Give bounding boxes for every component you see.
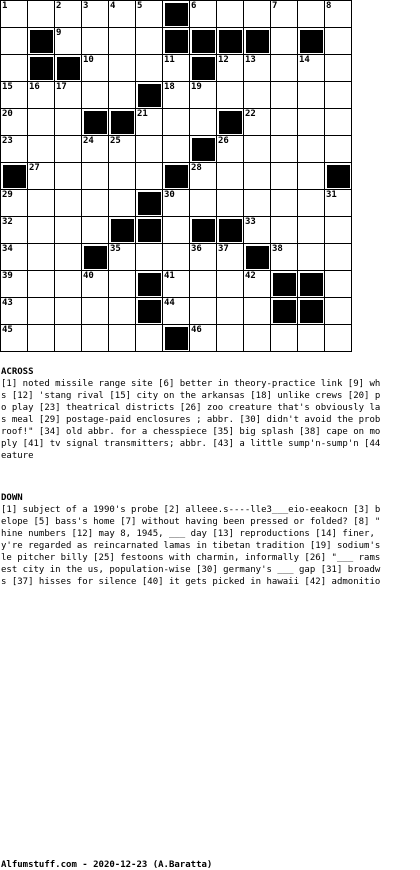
- grid-cell[interactable]: [136, 244, 163, 271]
- grid-cell[interactable]: [163, 55, 190, 82]
- grid-cell[interactable]: [28, 109, 55, 136]
- grid-cell[interactable]: [325, 1, 352, 28]
- grid-cell[interactable]: [55, 1, 82, 28]
- clue-number: 42: [245, 271, 256, 281]
- grid-cell[interactable]: [244, 82, 271, 109]
- grid-cell[interactable]: [1, 271, 28, 298]
- grid-cell[interactable]: [82, 163, 109, 190]
- clue-number: 20: [2, 109, 13, 119]
- grid-cell[interactable]: [163, 136, 190, 163]
- black-square: [190, 28, 217, 55]
- grid-cell[interactable]: [109, 1, 136, 28]
- clue-number: 3: [83, 1, 89, 11]
- clue-number: 40: [83, 271, 94, 281]
- grid-cell[interactable]: [325, 55, 352, 82]
- grid-cell[interactable]: [271, 190, 298, 217]
- grid-cell[interactable]: [298, 109, 325, 136]
- clue-number: 43: [2, 298, 13, 308]
- grid-cell[interactable]: [298, 1, 325, 28]
- grid-cell[interactable]: [28, 190, 55, 217]
- clue-number: 18: [164, 82, 175, 92]
- grid-cell[interactable]: [82, 136, 109, 163]
- grid-cell[interactable]: [109, 82, 136, 109]
- grid-cell[interactable]: [298, 163, 325, 190]
- clue-number: 36: [191, 244, 202, 254]
- clue-number: 45: [2, 325, 13, 335]
- grid-cell[interactable]: [1, 217, 28, 244]
- grid-cell[interactable]: [271, 55, 298, 82]
- grid-cell[interactable]: [190, 1, 217, 28]
- grid-cell[interactable]: [109, 55, 136, 82]
- grid-cell[interactable]: [325, 217, 352, 244]
- clue-number: 4: [110, 1, 116, 11]
- black-square: [28, 55, 55, 82]
- black-square: [190, 136, 217, 163]
- grid-cell[interactable]: [244, 217, 271, 244]
- grid-cell[interactable]: [271, 217, 298, 244]
- grid-cell[interactable]: [217, 271, 244, 298]
- grid-cell[interactable]: [298, 217, 325, 244]
- across-clue-line: roof!" [34] old abbr. for a chesspiece [35] big splash [38] cape on mo: [1, 427, 381, 437]
- grid-cell[interactable]: [271, 136, 298, 163]
- grid-cell[interactable]: [109, 190, 136, 217]
- grid-cell[interactable]: [325, 109, 352, 136]
- grid-cell[interactable]: [217, 163, 244, 190]
- black-square: [136, 217, 163, 244]
- grid-cell[interactable]: [244, 136, 271, 163]
- grid-cell[interactable]: [1, 28, 28, 55]
- black-square: [190, 55, 217, 82]
- grid-cell[interactable]: [136, 28, 163, 55]
- grid-cell[interactable]: [55, 190, 82, 217]
- clue-number: 22: [245, 109, 256, 119]
- grid-cell[interactable]: [244, 109, 271, 136]
- clue-number: 35: [110, 244, 121, 254]
- grid-cell[interactable]: [325, 82, 352, 109]
- black-square: [271, 298, 298, 325]
- grid-cell[interactable]: [298, 82, 325, 109]
- black-square: [244, 244, 271, 271]
- grid-cell[interactable]: [109, 163, 136, 190]
- across-clues: [1, 366, 420, 462]
- grid-cell[interactable]: [28, 325, 55, 352]
- down-clue-line: s [37] hisses for silence [40] it gets picked in hawaii [42] admonitio: [1, 577, 381, 587]
- grid-cell[interactable]: [82, 325, 109, 352]
- clue-number: 7: [272, 1, 278, 11]
- down-clue-line: hine numbers [12] may 8, 1945, ___ day [13] reproductions [14] finer,: [1, 529, 381, 539]
- grid-cell[interactable]: [298, 136, 325, 163]
- across-clue-line: s [12] 'stang rival [15] city on the arkansas [18] unlike crews [20] p: [1, 391, 381, 401]
- across-clue-line: s meal [29] postage-paid enclosures ; abbr. [30] didn't avoid the prob: [1, 415, 381, 425]
- grid-cell[interactable]: [325, 271, 352, 298]
- grid-cell[interactable]: [244, 163, 271, 190]
- clue-number: 12: [218, 55, 229, 65]
- grid-cell[interactable]: [325, 190, 352, 217]
- grid-cell[interactable]: [136, 1, 163, 28]
- grid-cell[interactable]: [55, 244, 82, 271]
- grid-cell[interactable]: [55, 298, 82, 325]
- grid-cell[interactable]: [82, 82, 109, 109]
- clue-number: 28: [191, 163, 202, 173]
- black-square: [136, 298, 163, 325]
- clue-number: 26: [218, 136, 229, 146]
- down-clues: [1, 492, 420, 588]
- clue-number: 32: [2, 217, 13, 227]
- grid-cell[interactable]: [136, 163, 163, 190]
- grid-cell[interactable]: [109, 136, 136, 163]
- grid-cell[interactable]: [190, 190, 217, 217]
- down-heading: DOWN: [1, 493, 23, 503]
- clue-number: 16: [29, 82, 40, 92]
- grid-cell[interactable]: [82, 190, 109, 217]
- grid-cell[interactable]: [1, 82, 28, 109]
- grid-cell[interactable]: [325, 136, 352, 163]
- grid-cell[interactable]: [190, 271, 217, 298]
- black-square: [55, 55, 82, 82]
- black-square: [28, 28, 55, 55]
- grid-cell[interactable]: [298, 325, 325, 352]
- grid-cell[interactable]: [55, 217, 82, 244]
- down-clue-line: elope [5] bass's home [7] without having been pressed or folded? [8] ": [1, 517, 381, 527]
- across-clue-line: ply [41] tv signal transmitters; abbr. [43] a little sump'n-sump'n [44: [1, 439, 381, 449]
- grid-cell[interactable]: [217, 325, 244, 352]
- grid-cell[interactable]: [163, 82, 190, 109]
- black-square: [244, 28, 271, 55]
- grid-cell[interactable]: [82, 55, 109, 82]
- clue-number: 21: [137, 109, 148, 119]
- clue-number: 25: [110, 136, 121, 146]
- grid-cell[interactable]: [28, 163, 55, 190]
- grid-cell[interactable]: [55, 163, 82, 190]
- grid-cell[interactable]: [244, 325, 271, 352]
- clue-number: 17: [56, 82, 67, 92]
- black-square: [1, 163, 28, 190]
- black-square: [271, 271, 298, 298]
- black-square: [217, 217, 244, 244]
- grid-cell[interactable]: [217, 136, 244, 163]
- black-square: [325, 163, 352, 190]
- grid-cell[interactable]: [217, 190, 244, 217]
- down-clue-line: y're regarded as reincarnated lamas in tibetan tradition [19] sodium's: [1, 541, 381, 551]
- across-heading: ACROSS: [1, 367, 34, 377]
- black-square: [190, 217, 217, 244]
- grid-cell[interactable]: [298, 190, 325, 217]
- grid-cell[interactable]: [163, 244, 190, 271]
- grid-cell[interactable]: [244, 271, 271, 298]
- grid-cell[interactable]: [217, 1, 244, 28]
- clue-number: 29: [2, 190, 13, 200]
- grid-cell[interactable]: [190, 163, 217, 190]
- grid-cell[interactable]: [1, 244, 28, 271]
- clue-number: 2: [56, 1, 62, 11]
- grid-cell[interactable]: [136, 55, 163, 82]
- across-clue-line: eature: [1, 451, 34, 461]
- grid-cell[interactable]: [190, 244, 217, 271]
- grid-cell[interactable]: [244, 55, 271, 82]
- grid-cell[interactable]: [82, 298, 109, 325]
- grid-cell[interactable]: [109, 325, 136, 352]
- grid-cell[interactable]: [244, 298, 271, 325]
- grid-cell[interactable]: [325, 244, 352, 271]
- grid-cell[interactable]: [82, 1, 109, 28]
- clue-number: 1: [2, 1, 8, 11]
- black-square: [298, 298, 325, 325]
- grid-cell[interactable]: [1, 136, 28, 163]
- grid-cell[interactable]: [136, 325, 163, 352]
- grid-cell[interactable]: [298, 55, 325, 82]
- clue-number: 9: [56, 28, 62, 38]
- down-clue-line: est city in the us, population-wise [30] germany's ___ gap [31] broadw: [1, 565, 381, 575]
- grid-cell[interactable]: [271, 109, 298, 136]
- grid-cell[interactable]: [163, 109, 190, 136]
- clue-number: 19: [191, 82, 202, 92]
- grid-cell[interactable]: [217, 298, 244, 325]
- clue-number: 30: [164, 190, 175, 200]
- clue-number: 27: [29, 163, 40, 173]
- black-square: [298, 271, 325, 298]
- grid-cell[interactable]: [217, 82, 244, 109]
- clue-number: 13: [245, 55, 256, 65]
- footer-credit: Alfumstuff.com - 2020-12-23 (A.Baratta): [1, 860, 213, 870]
- grid-cell[interactable]: [190, 325, 217, 352]
- black-square: [298, 28, 325, 55]
- grid-cell[interactable]: [190, 82, 217, 109]
- black-square: [109, 217, 136, 244]
- grid-cell[interactable]: [217, 244, 244, 271]
- clue-number: 10: [83, 55, 94, 65]
- grid-cell[interactable]: [1, 109, 28, 136]
- black-square: [163, 1, 190, 28]
- grid-cell[interactable]: [109, 271, 136, 298]
- black-square: [136, 271, 163, 298]
- grid-cell[interactable]: [1, 190, 28, 217]
- black-square: [136, 82, 163, 109]
- down-clue-line: [1] subject of a 1990's probe [2] alleee.s----lle3___eio-eeakocn [3] b: [1, 505, 381, 515]
- grid-cell[interactable]: [28, 271, 55, 298]
- clue-number: 34: [2, 244, 13, 254]
- grid-cell[interactable]: [136, 136, 163, 163]
- grid-cell[interactable]: [55, 109, 82, 136]
- black-square: [217, 109, 244, 136]
- clue-number: 15: [2, 82, 13, 92]
- grid-cell[interactable]: [109, 244, 136, 271]
- grid-cell[interactable]: [1, 1, 28, 28]
- grid-cell[interactable]: [109, 28, 136, 55]
- grid-cell[interactable]: [82, 28, 109, 55]
- across-clue-line: o play [23] theatrical districts [26] zoo creature that's obviously la: [1, 403, 381, 413]
- clue-number: 39: [2, 271, 13, 281]
- clue-number: 37: [218, 244, 229, 254]
- grid-cell[interactable]: [244, 190, 271, 217]
- grid-cell[interactable]: [1, 325, 28, 352]
- grid-cell[interactable]: [163, 217, 190, 244]
- grid-cell[interactable]: [82, 217, 109, 244]
- black-square: [163, 163, 190, 190]
- grid-cell[interactable]: [325, 298, 352, 325]
- clue-number: 41: [164, 271, 175, 281]
- clue-number: 6: [191, 1, 197, 11]
- clue-number: 11: [164, 55, 175, 65]
- clue-number: 23: [2, 136, 13, 146]
- grid-cell[interactable]: [298, 244, 325, 271]
- black-square: [163, 325, 190, 352]
- black-square: [217, 28, 244, 55]
- grid-cell[interactable]: [136, 109, 163, 136]
- clue-number: 5: [137, 1, 143, 11]
- grid-cell[interactable]: [271, 325, 298, 352]
- grid-cell[interactable]: [55, 136, 82, 163]
- grid-cell[interactable]: [325, 28, 352, 55]
- grid-cell[interactable]: [163, 190, 190, 217]
- grid-cell[interactable]: [1, 298, 28, 325]
- clue-number: 14: [299, 55, 310, 65]
- grid-cell[interactable]: [55, 325, 82, 352]
- grid-cell[interactable]: [190, 109, 217, 136]
- clue-number: 31: [326, 190, 337, 200]
- clue-number: 44: [164, 298, 175, 308]
- black-square: [82, 244, 109, 271]
- grid-cell[interactable]: [190, 298, 217, 325]
- grid-cell[interactable]: [217, 55, 244, 82]
- grid-cell[interactable]: [28, 82, 55, 109]
- grid-cell[interactable]: [28, 298, 55, 325]
- grid-cell[interactable]: [28, 1, 55, 28]
- grid-cell[interactable]: [244, 1, 271, 28]
- black-square: [109, 109, 136, 136]
- grid-cell[interactable]: [1, 55, 28, 82]
- grid-cell[interactable]: [271, 1, 298, 28]
- grid-cell[interactable]: [271, 28, 298, 55]
- grid-cell[interactable]: [163, 271, 190, 298]
- grid-cell[interactable]: [55, 271, 82, 298]
- black-square: [82, 109, 109, 136]
- grid-cell[interactable]: [28, 244, 55, 271]
- grid-cell[interactable]: [271, 82, 298, 109]
- clue-number: 46: [191, 325, 202, 335]
- black-square: [136, 190, 163, 217]
- grid-cell[interactable]: [271, 163, 298, 190]
- grid-cell[interactable]: [28, 217, 55, 244]
- grid-cell[interactable]: [28, 136, 55, 163]
- grid-cell[interactable]: [271, 244, 298, 271]
- clue-number: 33: [245, 217, 256, 227]
- grid-cell[interactable]: [55, 28, 82, 55]
- clue-number: 38: [272, 244, 283, 254]
- across-clue-line: [1] noted missile range site [6] better in theory-practice link [9] wh: [1, 379, 381, 389]
- black-square: [163, 28, 190, 55]
- crossword-grid: [0, 0, 352, 352]
- grid-cell[interactable]: [163, 298, 190, 325]
- grid-cell[interactable]: [109, 298, 136, 325]
- grid-cell[interactable]: [55, 82, 82, 109]
- clue-number: 8: [326, 1, 332, 11]
- clue-number: 24: [83, 136, 94, 146]
- grid-cell[interactable]: [325, 325, 352, 352]
- down-clue-line: le pitcher billy [25] festoons with charmin, informally [26] "___ rams: [1, 553, 381, 563]
- grid-cell[interactable]: [82, 271, 109, 298]
